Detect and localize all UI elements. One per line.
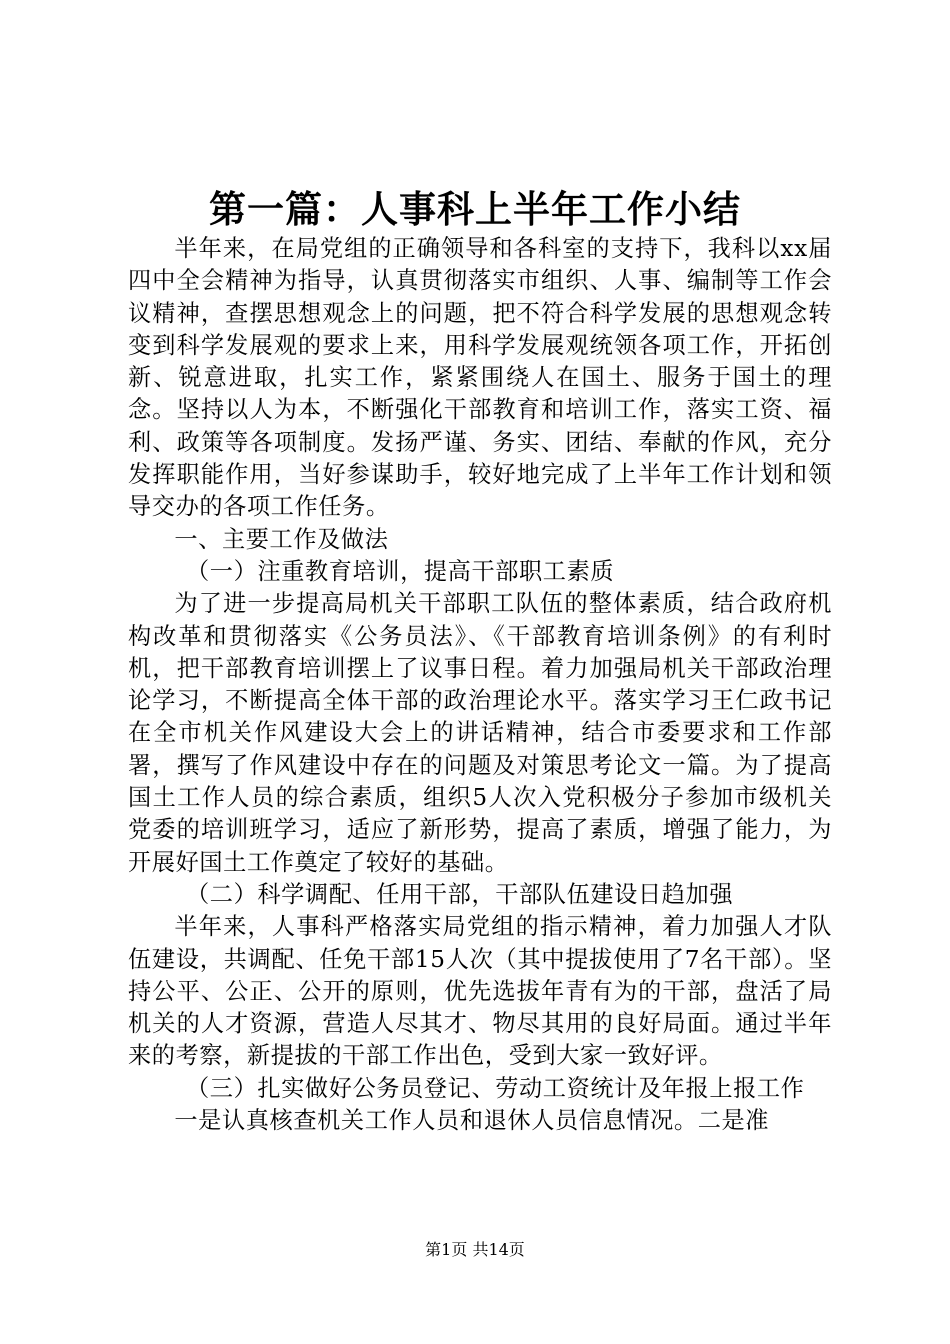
subsection-heading-cadres: （二）科学调配、任用干部，干部队伍建设日趋加强 (186, 880, 734, 908)
paragraph-training: 为了进一步提高局机关干部职工队伍的整体素质，结合政府机构改革和贯彻落实《公务员法》、《干部教育培训条例》的有利时机，把干部教育培训摆上了议事日程。着力加强局机关干部政治理论学习，不断提高全体干部的政治理论水平。落实学习王仁政书记在全市机关作风建设大会上的讲话精神，结合市委要求和工作部署，撰写了作风建设中存在的问题及对策思考论文一篇。为了提高国土工作人员的综合素质，组织5人次入党积极分子参加市级机关党委的培训班学习，适应了新形势，提高了素质，增强了能力，为开展好国土工作奠定了较好的基础。 (128, 590, 832, 876)
document-body (128, 233, 832, 1137)
subsection-heading-registration: （三）扎实做好公务员登记、劳动工资统计及年报上报工作 (186, 1074, 805, 1102)
paragraph-registration: 一是认真核查机关工作人员和退休人员信息情况。二是准 (174, 1107, 770, 1135)
document-title: 第一篇：人事科上半年工作小结 (209, 187, 741, 231)
section-heading-main-work: 一、主要工作及做法 (174, 525, 389, 553)
subsection-heading-training: （一）注重教育培训，提高干部职工素质 (186, 557, 615, 585)
paragraph-cadres: 半年来，人事科严格落实局党组的指示精神，着力加强人才队伍建设，共调配、任免干部15人次（其中提拔使用了7名干部）。坚持公平、公正、公开的原则，优先选拔年青有为的干部，盘活了局机关的人才资源，营造人尽其才、物尽其用的良好局面。通过半年来的考察，新提拔的干部工作出色，受到大家一致好评。 (128, 913, 832, 1070)
paragraph-intro: 半年来，在局党组的正确领导和各科室的支持下，我科以xx届四中全会精神为指导，认真贯彻落实市组织、人事、编制等工作会议精神，查摆思想观念上的问题，把不符合科学发展的思想观念转变到科学发展观的要求上来，用科学发展观统领各项工作，开拓创新、锐意进取，扎实工作，紧紧围绕人在国土、服务于国土的理念。坚持以人为本，不断强化干部教育和培训工作，落实工资、福利、政策等各项制度。发扬严谨、务实、团结、奉献的作风，充分发挥职能作用，当好参谋助手，较好地完成了上半年工作计划和领导交办的各项工作任务。 (128, 235, 832, 521)
page-number: 第1页 共14页 (425, 1240, 525, 1259)
